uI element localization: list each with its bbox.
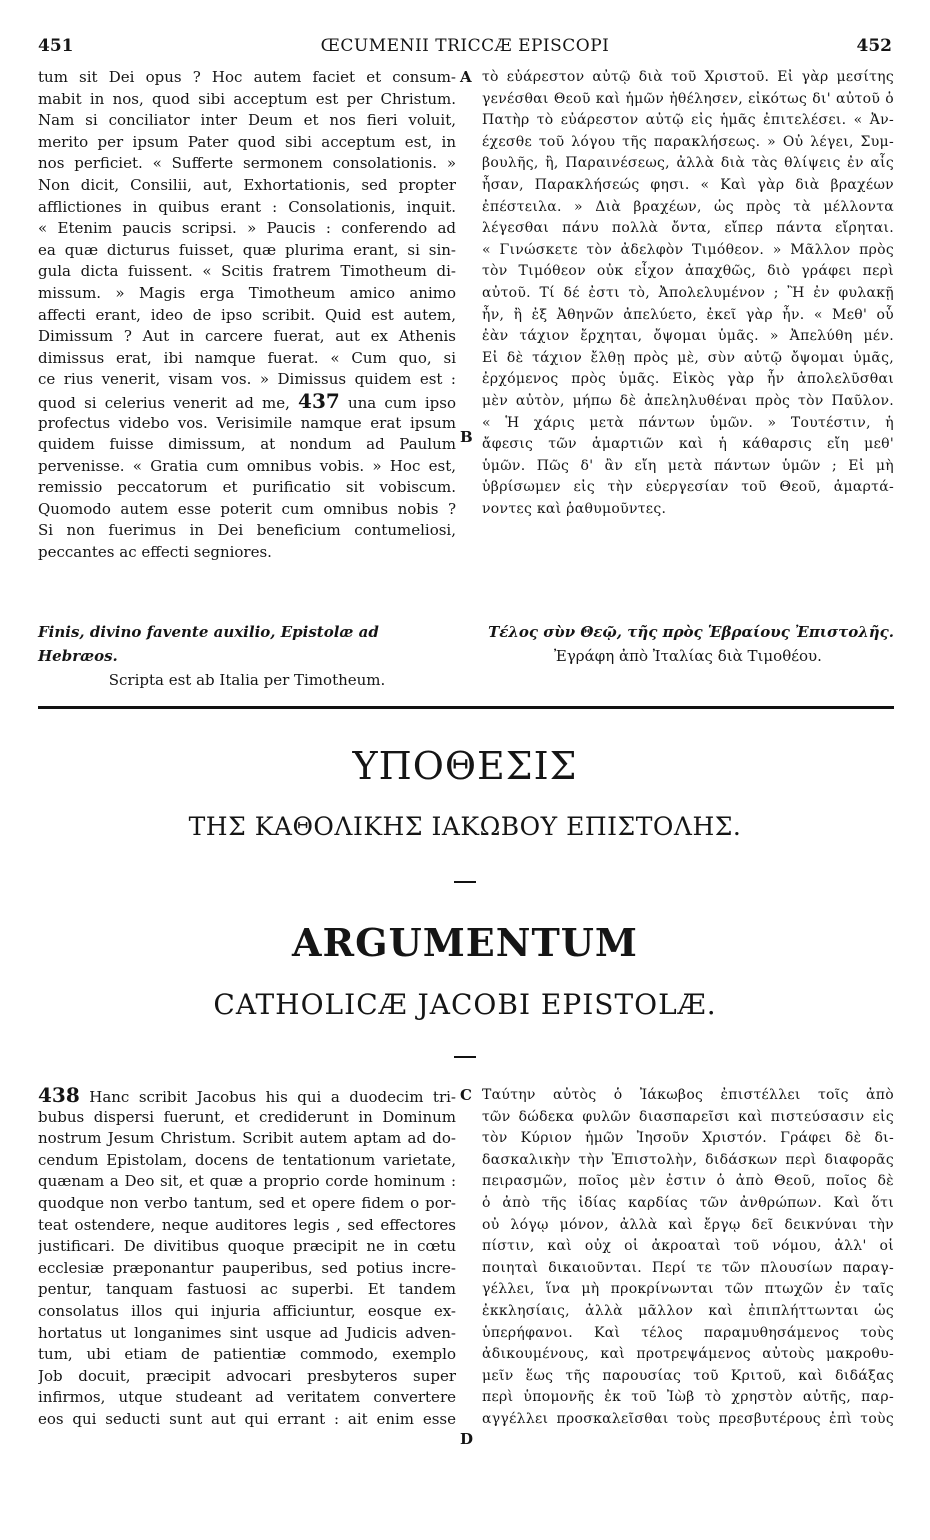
text-line: μεῖν ἕως τῆς παρουσίας τοῦ Κριτοῦ, καὶ διδάξας [482, 1367, 894, 1384]
text-line: ce rius venerit, visam vos. » Dimissus quidem est : [38, 370, 456, 389]
text-line: οὐ λόγῳ μόνον, ἀλλὰ καὶ ἔργῳ δεῖ δεικνύναι τὴν [482, 1216, 894, 1233]
text-line: Nam si conciliator inter Deum et nos fieri voluit, [38, 111, 456, 130]
text-line: quodque non verbo tantum, sed et opere fidem o por- [38, 1193, 456, 1212]
text-line: αὐτοῦ. Τί δέ ἐστι τὸ, Ἀπολελυμένον ; Ἢ ἐν φυλακῇ [482, 284, 894, 301]
text-line-with-page-number [38, 391, 456, 413]
page-number-right: 452 [856, 36, 892, 56]
text-line: Dimissum ? Aut in carcere fuerat, aut ex Athenis [38, 327, 456, 346]
text-line: cendum Epistolam, docens de tentationum varietate, [38, 1150, 456, 1169]
text-line: ἐὰν τάχιον ἔρχηται, ὄψομαι ὑμᾶς. » Ἀπελύθη μέν. [482, 328, 894, 345]
text-line: hortatus ut longanimes sint usque ad Judicis adven- [38, 1323, 456, 1342]
latin-subheading: CATHOLICÆ JACOBI EPISTOLÆ. [213, 988, 717, 1021]
text-line: αγγέλλει προσκαλεῖσθαι τοὺς πρεσβυτέρους ἐπὶ τοὺς [482, 1410, 894, 1427]
text-line: Ταύτην αὐτὸς ὁ Ἰάκωβος ἐπιστέλλει τοῖς ἀπὸ [482, 1087, 894, 1103]
text-line: μὲν αὐτὸν, μήπω δὲ ἀπεληλυθέναι πρὸς τὸν Παῦλον. [482, 392, 894, 409]
patrologia-column-number: 438 [38, 1085, 80, 1107]
text-line: τῶν δώδεκα φυλῶν διασπαρεῖσι καὶ πιστεύσασιν εἰς [482, 1108, 894, 1125]
text-line: merito per ipsum Pater quod sibi acceptum est, in [38, 132, 456, 151]
text-line: ὁ ἀπὸ τῆς ἰδίας καρδίας τῶν ἀνθρώπων. Καὶ ὅτι [482, 1194, 894, 1211]
text-line-with-page-number [38, 1085, 456, 1107]
text-line: quidem fuisse dimissum, at nondum ad Paulum [38, 435, 456, 454]
text-line: ὑβρίσωμεν εἰς τὴν εὐεργεσίαν τοῦ Θεοῦ, ἁμαρτά- [482, 479, 894, 496]
text-line: τὸ εὐάρεστον αὐτῷ διὰ τοῦ Χριστοῦ. Εἰ γὰρ μεσίτης [482, 69, 894, 85]
greek-column-bottom [482, 1085, 894, 1431]
text-line: pentur, tanquam fastuosi ac superbi. Et tandem [38, 1280, 456, 1299]
text-line: ὑμῶν. Πῶς δ' ἂν εἴη μετὰ πάντων ὑμῶν ; Εἰ μὴ [482, 457, 894, 474]
text-line: ea quæ dicturus fuisset, quæ plurima erant, si sin- [38, 240, 456, 259]
patrologia-column-number: 437 [298, 390, 340, 413]
text-line: ἐκκλησίαις, ἀλλὰ μᾶλλον καὶ ἐπιπλήττωνται ὡς [482, 1302, 894, 1319]
text-line: « Ἡ χάρις μετὰ πάντων ὑμῶν. » Τουτέστιν, ἡ [482, 414, 894, 431]
text-line: λέγεσθαι πάνυ πολλὰ ὄντα, εἴπερ πάντα εἴρηται. [482, 220, 894, 237]
text-line: nostrum Jesum Christum. Scribit autem aptam ad do- [38, 1129, 456, 1148]
text-line: περὶ ὑπομονῆς ἐκ τοῦ Ἰὼβ τὸ χρηστὸν αὐτῆς, παρ- [482, 1389, 894, 1406]
column-marker-a: A [460, 68, 472, 86]
text-line: profectus videbo vos. Verisimile namque erat ipsum [38, 413, 456, 432]
page-number-left: 451 [38, 36, 74, 56]
text-line: Πατὴρ τὸ εὐάρεστον αὐτῷ εἰς ἡμᾶς ἐπιτελέσει. « Ἀν- [482, 112, 894, 129]
latin-column-top [38, 67, 456, 564]
text-fragment: quod si celerius venerit ad me, [38, 393, 290, 412]
text-line: ἀδικουμένους, καὶ προτρεψάμενος αὐτοὺς μακροθυ- [482, 1346, 894, 1363]
text-line: infirmos, utque studeant ad veritatem convertere [38, 1388, 456, 1407]
text-line: missum. » Magis erga Timotheum amico animo [38, 283, 456, 302]
latin-scripta-line: Scripta est ab Italia per Timotheum. [108, 671, 386, 689]
text-line: ἦσαν, Παρακλήσεώς φησι. « Καὶ γὰρ διὰ βραχέων [482, 176, 894, 193]
text-line: pervenisse. « Gratia cum omnibus vobis. » Hoc est, [38, 456, 456, 475]
latin-finis-line: Finis, divino favente auxilio, Epistolæ ad Hebræos. [38, 623, 379, 665]
text-line: nos perficiet. « Sufferte sermonem consolationis. » [38, 154, 456, 173]
text-line: ἐρχόμενος πρὸς ὑμᾶς. Εἰκὸς γὰρ ἦν ἀπολελῦσθαι [482, 371, 894, 388]
text-line: Job docuit, præcipit advocari presbyteros super [38, 1366, 456, 1385]
greek-column-top [482, 67, 894, 520]
text-line: justificari. De divitibus quoque præcipit ne in cœtu [38, 1237, 456, 1256]
text-fragment: una cum ipso [347, 393, 456, 412]
text-line: τὸν Κύριον ἡμῶν Ἰησοῦν Χριστόν. Γράφει δὲ δι- [482, 1130, 894, 1147]
text-line: Non dicit, Consilii, aut, Exhortationis, sed propter [38, 175, 456, 194]
text-line: ποιηταὶ δικαιοῦνται. Περί τε τῶν πλουσίων παραγ- [482, 1259, 894, 1276]
text-line: πειρασμῶν, ποῖος μὲν ἐστιν ὁ ἀπὸ Θεοῦ, ποῖος δὲ [482, 1173, 894, 1190]
running-header [0, 36, 930, 60]
greek-colophon [482, 620, 894, 668]
column-marker-d: D [460, 1430, 474, 1448]
text-line: Εἰ δὲ τάχιον ἔλθῃ πρὸς μὲ, σὺν αὐτῷ ὄψομαι ὑμᾶς, [482, 349, 894, 366]
latin-heading: ARGUMENTUM [292, 920, 638, 965]
latin-colophon [38, 620, 456, 692]
text-line: νοντες καὶ ῥαθυμοῦντες. [482, 500, 667, 517]
running-title: ŒCUMENII TRICCÆ EPISCOPI [320, 36, 610, 56]
greek-heading: ΥΠΟΘΕΣΙΣ [352, 744, 578, 788]
text-line: Si non fuerimus in Dei beneficium contumeliosi, [38, 521, 456, 540]
title-divider [454, 1056, 476, 1058]
text-line: ecclesiæ præponantur pauperibus, sed potius incre- [38, 1258, 456, 1277]
text-line: έχεσθε τοῦ λόγου τῆς παρακλήσεως. » Οὐ λέγει, Συμ- [482, 133, 894, 150]
text-line: consolatus illos qui injuria afficiuntur, eosque ex- [38, 1301, 456, 1320]
text-line: affecti erant, ideo de ipso scribit. Quid est autem, [38, 305, 456, 324]
text-line: quænam a Deo sit, et quæ a proprio corde hominum : [38, 1172, 456, 1191]
text-fragment: Hanc scribit Jacobus his qui a duodecim tri- [89, 1088, 456, 1106]
text-line: ἦν, ἢ ἐξ Ἀθηνῶν ἀπελύετο, ἐκεῖ γὰρ ἦν. « Μεθ' οὗ [482, 306, 894, 323]
text-line: teat ostendere, neque auditores legis , sed effectores [38, 1215, 456, 1234]
title-divider [454, 881, 476, 883]
text-line: mabit in nos, quod sibi acceptum est per Christum. [38, 89, 456, 108]
latin-column-bottom [38, 1085, 456, 1431]
text-line: βουλῆς, ἢ, Παραινέσεως, ἀλλὰ διὰ τὰς θλίψεις ἐν αἷς [482, 155, 894, 172]
column-marker-b: B [460, 428, 473, 446]
text-line: γέλλει, ἵνα μὴ προκρίνωνται τῶν πτωχῶν ἐν ταῖς [482, 1281, 894, 1298]
column-marker-c: C [460, 1086, 472, 1104]
text-line: bubus dispersi fuerunt, et crediderunt in Dominum [38, 1107, 456, 1126]
section-rule [38, 706, 894, 709]
text-line: eos qui seducti sunt aut qui errant : ait enim esse [38, 1409, 456, 1428]
greek-subheading: ΤΗΣ ΚΑΘΟΛΙΚΗΣ ΙΑΚΩΒΟΥ ΕΠΙΣΤΟΛΗΣ. [188, 812, 742, 841]
text-line: « Γινώσκετε τὸν ἀδελφὸν Τιμόθεον. » Μᾶλλον πρὸς [482, 241, 894, 258]
text-line: Quomodo autem esse poterit cum omnibus nobis ? [38, 499, 456, 518]
text-line: δασκαλικὴν τὴν Ἐπιστολὴν, διδάσκων περὶ διαφορᾶς [482, 1151, 894, 1168]
text-line: πίστιν, καὶ οὐχ οἱ ἀκροαταὶ τοῦ νόμου, ἀλλ' οἱ [482, 1238, 894, 1255]
text-line: tum, ubi etiam de patientiæ commodo, exemplo [38, 1345, 456, 1364]
text-line: peccantes ac effecti segniores. [38, 543, 272, 562]
text-line: tum sit Dei opus ? Hoc autem faciet et consum- [38, 68, 456, 86]
text-line: ἄφεσις τῶν ἁμαρτιῶν καὶ ἡ κάθαρσις εἴη μεθ' [482, 436, 894, 453]
greek-telos-line: Τέλος σὺν Θεῷ, τῆς πρὸς Ἑβραίους Ἐπιστολῆς. [488, 623, 894, 641]
text-line: gula dicta fuissent. « Scitis fratrem Timotheum di- [38, 262, 456, 281]
text-line: ἐπέστειλα. » Διὰ βραχέων, ὡς πρὸς τὰ μέλλοντα [482, 198, 894, 215]
text-line: remissio peccatorum et purificatio sit vobiscum. [38, 478, 456, 497]
text-line: τὸν Τιμόθεον οὐκ εἶχον ἀπαχθῶς, διὸ γράφει περὶ [482, 263, 894, 280]
greek-egraphe-line: Ἐγράφη ἀπὸ Ἰταλίας διὰ Τιμοθέου. [554, 647, 822, 665]
text-line: afflictiones in quibus erant : Consolationis, inquit. [38, 197, 456, 216]
text-line: γενέσθαι Θεοῦ καὶ ἡμῶν ἠθέλησεν, εἰκότως δι' αὐτοῦ ὁ [482, 90, 894, 107]
text-line: ὑπερήφανοι. Καὶ τέλος παραμυθησάμενος τοὺς [482, 1324, 894, 1341]
text-line: « Etenim paucis scripsi. » Paucis : conferendo ad [38, 219, 456, 238]
text-line: dimissus erat, ibi namque fuerat. « Cum quo, si [38, 348, 456, 367]
